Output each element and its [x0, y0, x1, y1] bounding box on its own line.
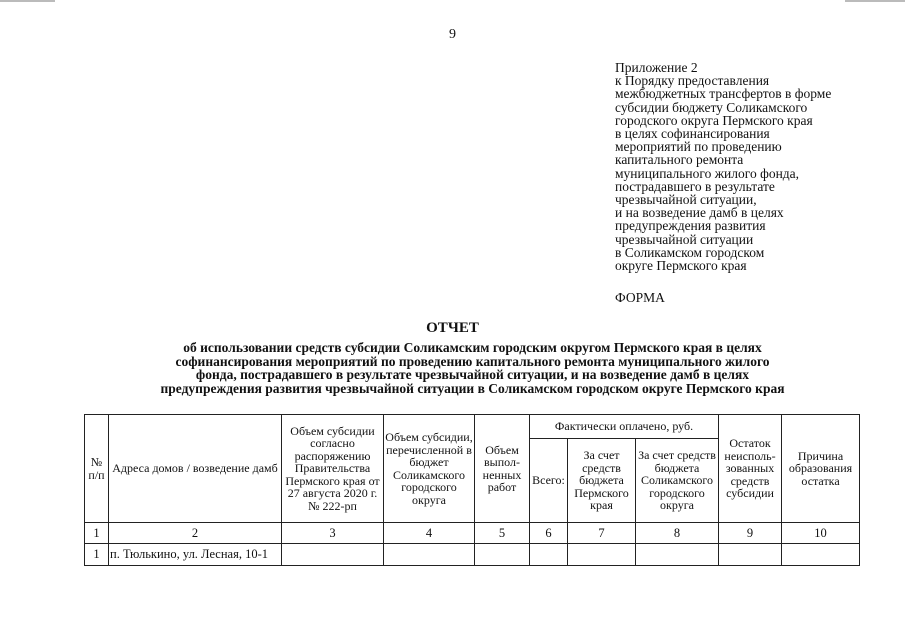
header-work-volume: Объем выпол-ненных работ — [475, 415, 530, 523]
header-paid-group: Фактически оплачено, руб. — [530, 415, 719, 439]
header-city-budget: За счет средств бюджета Соликамского городского округа — [636, 439, 719, 523]
appendix-line: Приложение 2 — [615, 60, 698, 75]
column-number: 7 — [568, 523, 636, 544]
appendix-line: в Соликамском городском — [615, 244, 765, 260]
column-number: 10 — [782, 523, 860, 544]
header-subsidy-volume: Объем субсидии согласно распоряжению Правительства Пермского края от 27 августа 2020 г. № 222-рп — [282, 415, 384, 523]
row-number: 1 — [85, 544, 109, 566]
appendix-line: субсидии бюджету Соликамского — [615, 99, 808, 115]
appendix-line: пострадавшего в результате — [615, 178, 775, 194]
header-total: Всего: — [530, 439, 568, 523]
column-number: 6 — [530, 523, 568, 544]
column-number: 5 — [475, 523, 530, 544]
appendix-line: и на возведение дамб в целях — [615, 205, 784, 221]
row-cell — [719, 544, 782, 566]
appendix-line: городского округа Пермского края — [615, 112, 813, 128]
report-table — [84, 414, 860, 566]
header-reason: Причина образования остатка — [782, 415, 860, 523]
appendix-line: в целях софинансирования — [615, 126, 770, 142]
row-cell — [282, 544, 384, 566]
row-cell — [475, 544, 530, 566]
page-number: 9 — [449, 27, 456, 42]
column-number-row — [85, 523, 860, 544]
row-cell — [384, 544, 475, 566]
form-label: ФОРМА — [615, 290, 665, 305]
report-subtitle-line: фонда, пострадавшего в результате чрезвычайной ситуации, и на возведение дамб в целях — [195, 367, 750, 383]
column-number: 9 — [719, 523, 782, 544]
appendix-line: чрезвычайной ситуации, — [615, 192, 757, 208]
appendix-line: капитального ремонта — [615, 152, 744, 168]
appendix-line: округе Пермского края — [615, 258, 747, 274]
row-cell — [782, 544, 860, 566]
report-title: ОТЧЕТ — [426, 320, 479, 336]
appendix-line: межбюджетных трансфертов в форме — [615, 86, 832, 102]
header-transferred-volume: Объем субсидии, перечисленной в бюджет Соликамского городского округа — [384, 415, 475, 523]
column-number: 1 — [85, 523, 109, 544]
report-subtitle-line: предупреждения развития чрезвычайной ситуации в Соликамском городском округе Пермского края — [160, 380, 785, 396]
header-num: № п/п — [85, 415, 109, 523]
header-regional-budget: За счет средств бюджета Пермского края — [568, 439, 636, 523]
appendix-line: к Порядку предоставления — [615, 73, 770, 89]
column-number: 4 — [384, 523, 475, 544]
row-address: п. Тюлькино, ул. Лесная, 10-1 — [109, 544, 282, 566]
row-cell — [568, 544, 636, 566]
appendix-line: мероприятий по проведению — [615, 139, 782, 155]
table-row — [85, 544, 860, 566]
column-number: 3 — [282, 523, 384, 544]
column-number: 8 — [636, 523, 719, 544]
scan-edge-left — [0, 0, 55, 2]
header-row-top — [85, 415, 860, 439]
column-number: 2 — [109, 523, 282, 544]
report-subtitle-line: софинансирования мероприятий по проведению капитального ремонта муниципального жилого — [175, 353, 770, 369]
row-cell — [636, 544, 719, 566]
appendix-line: муниципального жилого фонда, — [615, 165, 800, 181]
header-remainder: Остаток неисполь-зованных средств субсидии — [719, 415, 782, 523]
appendix-line: чрезвычайной ситуации — [615, 231, 754, 247]
appendix-block — [615, 61, 875, 272]
row-cell — [530, 544, 568, 566]
appendix-line: предупреждения развития — [615, 218, 766, 234]
report-subtitle — [100, 341, 845, 395]
scan-edge-right — [845, 0, 905, 2]
header-address: Адреса домов / возведение дамб — [109, 415, 282, 523]
report-subtitle-line: об использовании средств субсидии Соликамским городским округом Пермского края в целях — [183, 340, 762, 355]
